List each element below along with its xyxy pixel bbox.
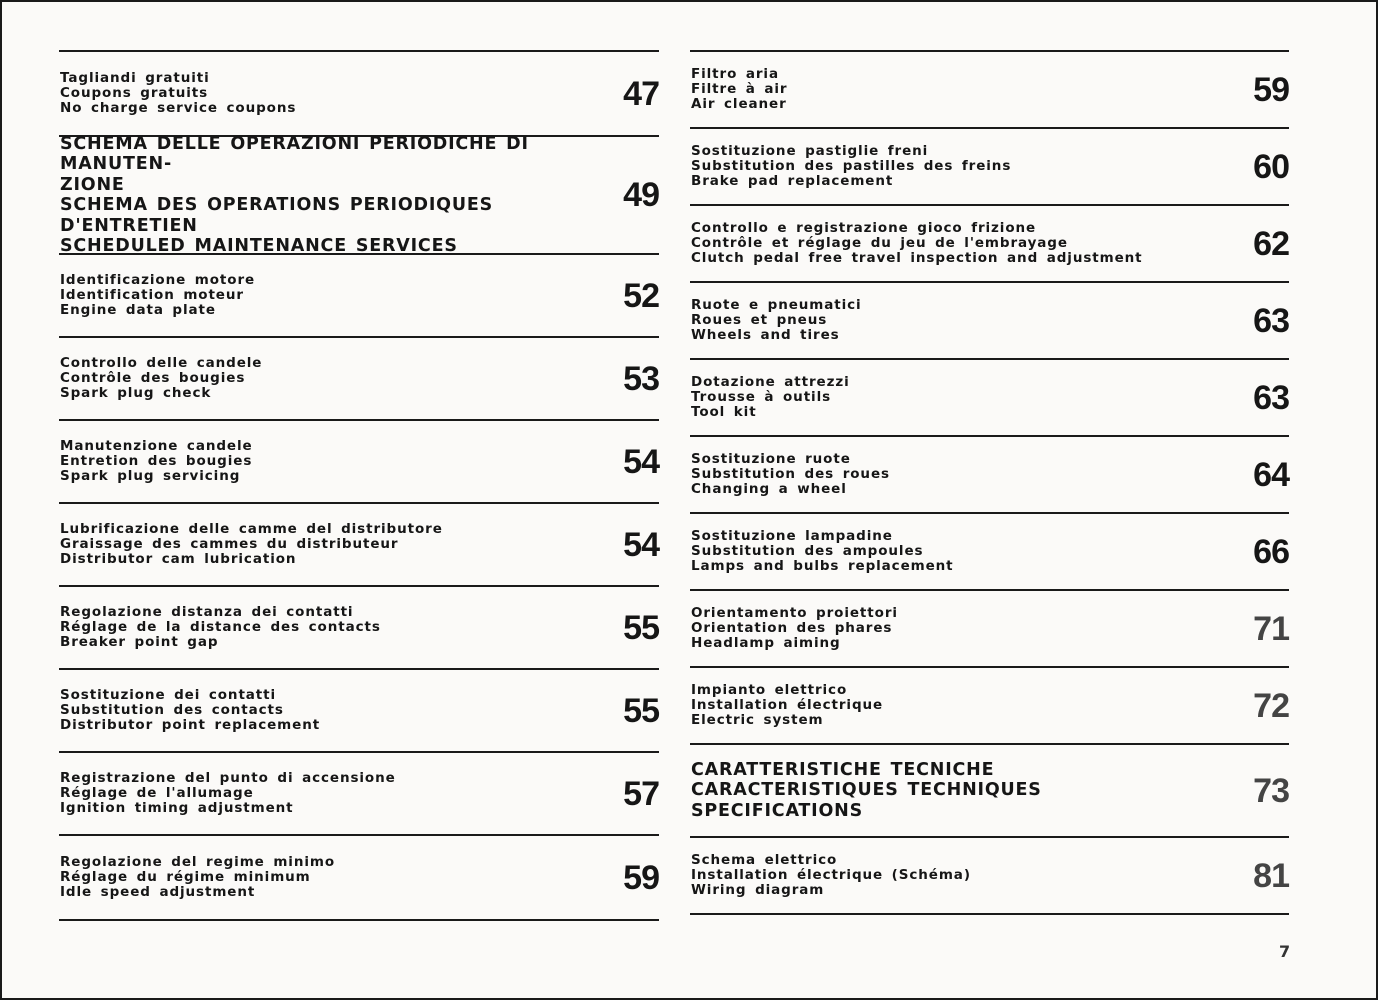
- toc-page-number: 54: [623, 442, 659, 481]
- toc-page-number: 66: [1253, 532, 1289, 571]
- toc-entry[interactable]: [59, 587, 659, 668]
- toc-entry-title: [691, 591, 898, 666]
- toc-entry-line: Sostituzione lampadine: [691, 528, 893, 544]
- toc-entry-line: Ignition timing adjustment: [60, 800, 294, 816]
- toc-entry-line: Idle speed adjustment: [60, 884, 256, 900]
- toc-entry[interactable]: [690, 437, 1289, 512]
- toc-entry-line: Electric system: [691, 712, 824, 728]
- toc-entry-line: Air cleaner: [691, 96, 787, 112]
- toc-entry-line: Réglage de la distance des contacts: [60, 619, 381, 635]
- toc-entry-title: [60, 338, 262, 419]
- toc-entry[interactable]: [59, 504, 659, 585]
- toc-entry[interactable]: [59, 255, 659, 336]
- toc-page-number: 62: [1253, 224, 1289, 263]
- toc-entry[interactable]: [59, 836, 659, 919]
- toc-entry-title: [691, 838, 971, 913]
- toc-page-number: 71: [1253, 609, 1289, 648]
- toc-entry[interactable]: [690, 745, 1289, 836]
- toc-entry-line: Wiring diagram: [691, 882, 825, 898]
- toc-entry-title: [60, 836, 335, 919]
- toc-entry[interactable]: [690, 514, 1289, 589]
- toc-page-number: 55: [623, 608, 659, 647]
- toc-entry-title: [60, 421, 253, 502]
- toc-entry-line: Ruote e pneumatici: [691, 297, 862, 313]
- toc-entry-title: [691, 745, 1042, 836]
- toc-entry[interactable]: [59, 421, 659, 502]
- toc-entry-line: Lamps and bulbs replacement: [691, 558, 954, 574]
- toc-entry-title: [691, 52, 787, 127]
- toc-right-column: [690, 50, 1289, 915]
- toc-entry-line: Schema elettrico: [691, 852, 838, 868]
- toc-entry-line: Filtro aria: [691, 66, 779, 82]
- toc-entry-line: Tool kit: [691, 404, 757, 420]
- toc-entry[interactable]: [690, 668, 1289, 743]
- toc-page-number: 63: [1253, 378, 1289, 417]
- toc-page-number: 81: [1253, 856, 1289, 895]
- toc-entry-line: Spark plug check: [60, 385, 212, 401]
- toc-entry-line: Filtre à air: [691, 81, 788, 97]
- toc-entry-line: Dotazione attrezzi: [691, 374, 850, 390]
- toc-page-number: 47: [623, 74, 659, 113]
- toc-entry[interactable]: [690, 838, 1289, 913]
- toc-entry-line: Réglage de l'allumage: [60, 785, 254, 801]
- toc-page-number: 57: [623, 774, 659, 813]
- toc-entry-line: CARACTERISTIQUES TECHNIQUES: [691, 780, 1042, 801]
- toc-entry-title: [60, 255, 255, 336]
- toc-entry-line: Regolazione distanza dei contatti: [60, 604, 354, 620]
- toc-entry-line: Contrôle et réglage du jeu de l'embrayage: [691, 235, 1068, 251]
- toc-entry-line: Roues et pneus: [691, 312, 828, 328]
- toc-entry-line: Changing a wheel: [691, 481, 847, 497]
- toc-entry-line: Distributor cam lubrication: [60, 551, 297, 567]
- toc-entry-line: Breaker point gap: [60, 634, 219, 650]
- toc-entry-line: Graissage des cammes du distributeur: [60, 536, 399, 552]
- toc-page-number: 64: [1253, 455, 1289, 494]
- toc-entry-title: [60, 753, 396, 834]
- toc-entry-line: Substitution des pastilles des freins: [691, 158, 1012, 174]
- toc-entry[interactable]: [690, 52, 1289, 127]
- toc-entry[interactable]: [59, 338, 659, 419]
- toc-entry-title: [691, 283, 862, 358]
- toc-page-number: 52: [623, 276, 659, 315]
- toc-entry-line: Registrazione del punto di accensione: [60, 770, 396, 786]
- toc-entry[interactable]: [690, 283, 1289, 358]
- toc-entry-title: [691, 360, 850, 435]
- toc-page-number: 55: [623, 691, 659, 730]
- toc-entry-title: [691, 129, 1011, 204]
- toc-entry-title: [60, 587, 381, 668]
- toc-page-number: 59: [1253, 70, 1289, 109]
- toc-entry-title: [691, 668, 883, 743]
- toc-entry-line: Substitution des roues: [691, 466, 890, 482]
- toc-entry-line: Substitution des ampoules: [691, 543, 924, 559]
- toc-entry-line: Clutch pedal free travel inspection and adjustment: [691, 250, 1143, 266]
- toc-entry[interactable]: [59, 133, 659, 256]
- toc-page-number: 49: [623, 176, 659, 214]
- toc-entry-title: [60, 52, 296, 135]
- toc-entry-title: [60, 670, 320, 751]
- toc-entry-line: Sostituzione dei contatti: [60, 687, 277, 703]
- toc-page-number: 54: [623, 525, 659, 564]
- toc-entry-line: Distributor point replacement: [60, 717, 321, 733]
- toc-page-number: 72: [1253, 686, 1289, 725]
- toc-entry[interactable]: [690, 591, 1289, 666]
- toc-entry-line: No charge service coupons: [60, 100, 297, 116]
- toc-entry[interactable]: [690, 360, 1289, 435]
- toc-entry-line: Lubrificazione delle camme del distributore: [60, 521, 443, 537]
- toc-entry-line: Tagliandi gratuiti: [60, 70, 210, 86]
- toc-entry-line: Sostituzione pastiglie freni: [691, 143, 929, 159]
- toc-entry-line: SCHEMA DELLE OPERAZIONI PERIODICHE DI MANUTEN-: [60, 133, 529, 174]
- toc-entry-line: Entretion des bougies: [60, 453, 253, 469]
- toc-entry-line: Coupons gratuits: [60, 85, 209, 101]
- toc-entry-title: [60, 133, 600, 256]
- toc-entry[interactable]: [690, 206, 1289, 281]
- toc-entry-line: Impianto elettrico: [691, 682, 848, 698]
- divider-rule: [690, 913, 1289, 915]
- toc-entry-line: CARATTERISTICHE TECNICHE: [691, 759, 995, 780]
- page-number: 7: [1279, 942, 1291, 961]
- toc-entry[interactable]: [59, 52, 659, 135]
- toc-entry-line: Headlamp aiming: [691, 635, 841, 651]
- toc-entry-title: [691, 514, 954, 589]
- toc-entry-title: [691, 206, 1143, 281]
- toc-left-column: [59, 50, 659, 921]
- toc-entry-line: Regolazione del regime minimo: [60, 854, 336, 870]
- toc-page-number: 60: [1253, 147, 1289, 186]
- toc-entry-line: Contrôle des bougies: [60, 370, 246, 386]
- toc-entry-title: [60, 504, 443, 585]
- toc-entry[interactable]: [59, 670, 659, 751]
- toc-entry-line: Identificazione motore: [60, 272, 256, 288]
- toc-entry-line: Réglage du régime minimum: [60, 869, 311, 885]
- toc-entry-line: Identification moteur: [60, 287, 244, 303]
- toc-entry-line: Installation électrique (Schéma): [691, 867, 971, 883]
- toc-page-number: 63: [1253, 301, 1289, 340]
- toc-entry[interactable]: [690, 129, 1289, 204]
- toc-entry-line: Sostituzione ruote: [691, 451, 851, 467]
- toc-entry-line: Orientation des phares: [691, 620, 893, 636]
- divider-rule: [59, 919, 659, 921]
- toc-entry-line: Brake pad replacement: [691, 173, 894, 189]
- toc-entry-line: Wheels and tires: [691, 327, 840, 343]
- toc-entry-line: Spark plug servicing: [60, 468, 241, 484]
- toc-entry-line: ZIONE: [60, 174, 125, 195]
- toc-entry-line: Orientamento proiettori: [691, 605, 898, 621]
- toc-entry-line: SCHEMA DES OPERATIONS PERIODIQUES D'ENTRETIEN: [60, 195, 493, 236]
- toc-entry-line: Engine data plate: [60, 302, 216, 318]
- toc-entry-line: Trousse à outils: [691, 389, 832, 405]
- toc-entry-line: Substitution des contacts: [60, 702, 284, 718]
- toc-entry-title: [691, 437, 890, 512]
- toc-entry-line: Controllo e registrazione gioco frizione: [691, 220, 1037, 236]
- toc-entry[interactable]: [59, 753, 659, 834]
- toc-entry-line: Controllo delle candele: [60, 355, 263, 371]
- toc-entry-line: Installation électrique: [691, 697, 884, 713]
- toc-entry-line: SPECIFICATIONS: [691, 800, 864, 821]
- toc-page-number: 59: [623, 858, 659, 897]
- toc-entry-line: SCHEDULED MAINTENANCE SERVICES: [60, 236, 458, 256]
- toc-entry-line: Manutenzione candele: [60, 438, 253, 454]
- toc-page-number: 53: [623, 359, 659, 398]
- toc-page-number: 73: [1253, 771, 1289, 810]
